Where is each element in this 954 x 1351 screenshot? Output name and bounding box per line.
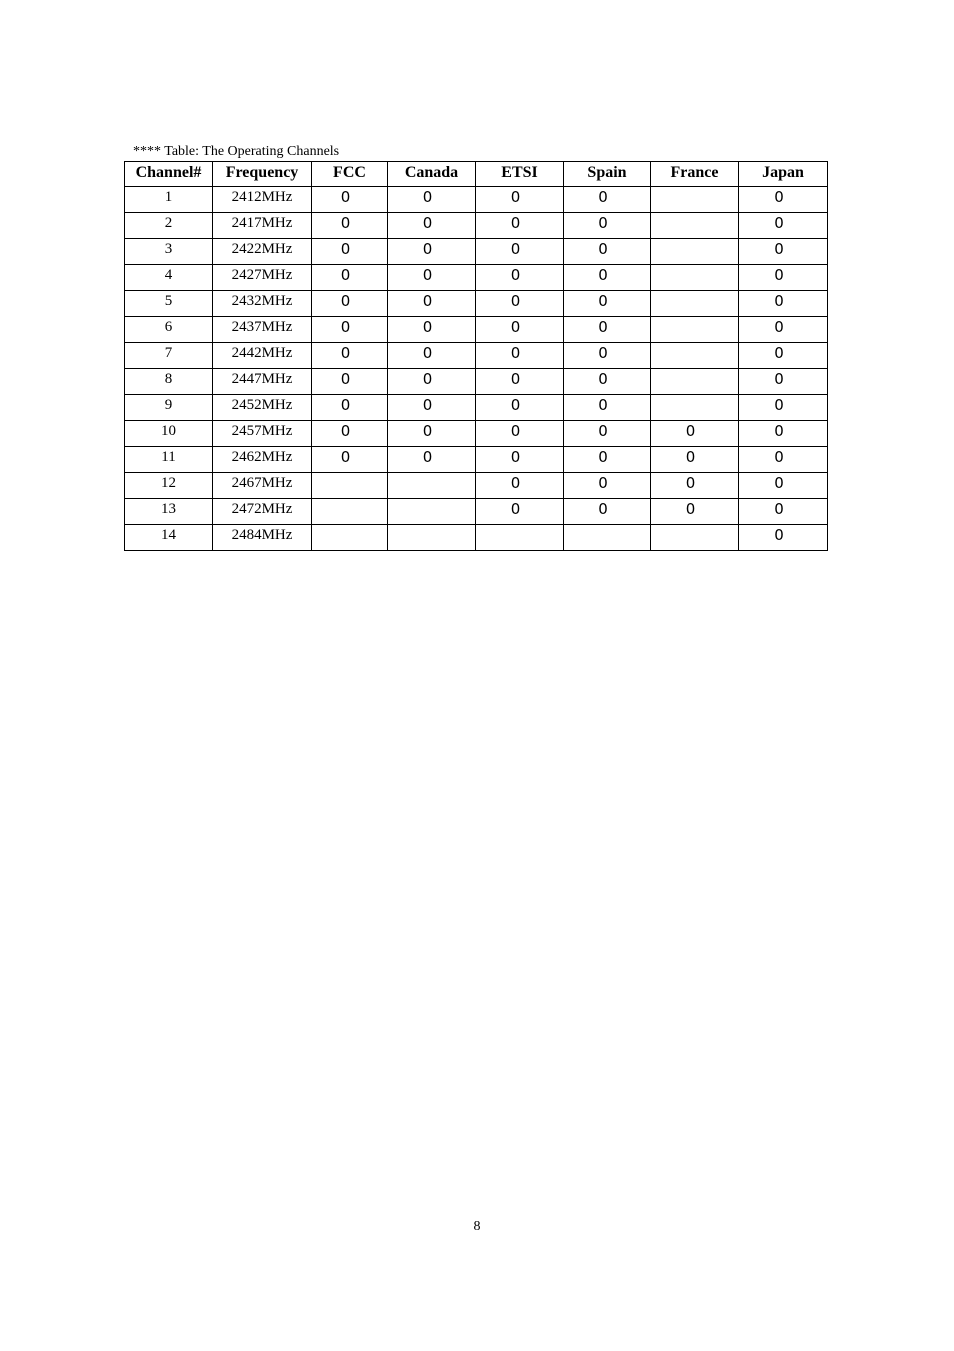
cell-etsi [476, 525, 564, 551]
cell-france [651, 395, 739, 421]
cell-spain [564, 499, 651, 525]
cell-fcc [312, 343, 388, 369]
cell-france [651, 317, 739, 343]
cell-etsi [476, 291, 564, 317]
header-japan: Japan [739, 162, 828, 187]
support-mark: 0 [422, 292, 433, 310]
support-mark: 0 [598, 448, 608, 466]
cell-canada [388, 291, 476, 317]
cell-japan [739, 499, 828, 525]
table-row [125, 473, 828, 499]
support-mark: 0 [774, 526, 784, 544]
table-row [125, 421, 828, 447]
cell-spain [564, 187, 651, 213]
support-mark: 0 [422, 448, 433, 466]
support-mark: 0 [510, 240, 521, 258]
support-mark: 0 [598, 422, 608, 440]
cell-spain [564, 525, 651, 551]
support-mark: 0 [598, 292, 608, 310]
support-mark: 0 [510, 500, 521, 518]
support-mark: 0 [774, 214, 784, 232]
support-mark: 0 [774, 422, 784, 440]
cell-canada [388, 473, 476, 499]
header-canada: Canada [388, 162, 476, 187]
cell-france [651, 369, 739, 395]
support-mark: 0 [774, 188, 784, 206]
cell-france [651, 421, 739, 447]
header-fcc: FCC [312, 162, 388, 187]
cell-frequency: 2427MHz [213, 265, 312, 291]
cell-spain [564, 473, 651, 499]
support-mark: 0 [510, 318, 521, 336]
support-mark: 0 [340, 214, 351, 232]
cell-canada [388, 343, 476, 369]
support-mark: 0 [598, 474, 608, 492]
cell-france [651, 525, 739, 551]
cell-fcc [312, 473, 388, 499]
table-row [125, 369, 828, 395]
support-mark: 0 [774, 474, 784, 492]
cell-fcc [312, 239, 388, 265]
cell-etsi [476, 187, 564, 213]
cell-spain [564, 421, 651, 447]
cell-france [651, 213, 739, 239]
cell-japan [739, 525, 828, 551]
cell-channel: 14 [125, 525, 213, 551]
cell-france [651, 473, 739, 499]
support-mark: 0 [598, 318, 608, 336]
page-number: 8 [473, 1219, 481, 1234]
cell-fcc [312, 499, 388, 525]
support-mark: 0 [685, 500, 696, 518]
cell-france [651, 291, 739, 317]
table-caption: **** Table: The Operating Channels [133, 144, 340, 159]
cell-etsi [476, 447, 564, 473]
cell-frequency: 2447MHz [213, 369, 312, 395]
cell-japan [739, 291, 828, 317]
cell-japan [739, 447, 828, 473]
support-mark: 0 [510, 396, 521, 414]
cell-spain [564, 291, 651, 317]
support-mark: 0 [598, 266, 608, 284]
cell-etsi [476, 499, 564, 525]
cell-spain [564, 317, 651, 343]
table-body [125, 187, 828, 551]
cell-frequency: 2442MHz [213, 343, 312, 369]
cell-japan [739, 343, 828, 369]
support-mark: 0 [774, 318, 784, 336]
cell-spain [564, 265, 651, 291]
cell-channel: 3 [125, 239, 213, 265]
cell-canada [388, 499, 476, 525]
cell-frequency: 2412MHz [213, 187, 312, 213]
support-mark: 0 [510, 370, 521, 388]
cell-japan [739, 473, 828, 499]
support-mark: 0 [510, 292, 521, 310]
support-mark: 0 [340, 318, 351, 336]
support-mark: 0 [685, 422, 696, 440]
support-mark: 0 [598, 240, 608, 258]
table-row [125, 291, 828, 317]
support-mark: 0 [510, 188, 521, 206]
table-row [125, 213, 828, 239]
support-mark: 0 [510, 344, 521, 362]
cell-fcc [312, 265, 388, 291]
cell-etsi [476, 239, 564, 265]
support-mark: 0 [340, 292, 351, 310]
support-mark: 0 [510, 214, 521, 232]
cell-fcc [312, 369, 388, 395]
support-mark: 0 [422, 240, 433, 258]
support-mark: 0 [598, 370, 608, 388]
cell-japan [739, 265, 828, 291]
cell-channel: 5 [125, 291, 213, 317]
cell-etsi [476, 473, 564, 499]
header-frequency: Frequency [213, 162, 312, 187]
support-mark: 0 [598, 214, 608, 232]
support-mark: 0 [598, 344, 608, 362]
cell-etsi [476, 369, 564, 395]
support-mark: 0 [340, 344, 351, 362]
table-row [125, 499, 828, 525]
support-mark: 0 [774, 500, 784, 518]
cell-fcc [312, 421, 388, 447]
cell-frequency: 2417MHz [213, 213, 312, 239]
support-mark: 0 [598, 396, 608, 414]
cell-channel: 6 [125, 317, 213, 343]
support-mark: 0 [422, 370, 433, 388]
cell-etsi [476, 343, 564, 369]
cell-spain [564, 343, 651, 369]
cell-fcc [312, 395, 388, 421]
cell-frequency: 2432MHz [213, 291, 312, 317]
cell-channel: 9 [125, 395, 213, 421]
cell-spain [564, 213, 651, 239]
cell-channel: 8 [125, 369, 213, 395]
operating-channels-table [124, 161, 828, 551]
cell-canada [388, 213, 476, 239]
support-mark: 0 [340, 370, 351, 388]
support-mark: 0 [685, 474, 696, 492]
cell-fcc [312, 447, 388, 473]
support-mark: 0 [774, 370, 784, 388]
support-mark: 0 [598, 500, 608, 518]
cell-channel: 4 [125, 265, 213, 291]
cell-etsi [476, 421, 564, 447]
support-mark: 0 [774, 396, 784, 414]
cell-fcc [312, 317, 388, 343]
support-mark: 0 [685, 448, 696, 466]
cell-japan [739, 421, 828, 447]
support-mark: 0 [774, 344, 784, 362]
cell-channel: 2 [125, 213, 213, 239]
cell-france [651, 447, 739, 473]
cell-channel: 1 [125, 187, 213, 213]
support-mark: 0 [774, 266, 784, 284]
support-mark: 0 [422, 318, 433, 336]
cell-canada [388, 447, 476, 473]
cell-frequency: 2484MHz [213, 525, 312, 551]
cell-canada [388, 239, 476, 265]
header-etsi: ETSI [476, 162, 564, 187]
cell-frequency: 2422MHz [213, 239, 312, 265]
cell-france [651, 239, 739, 265]
cell-france [651, 187, 739, 213]
support-mark: 0 [422, 266, 433, 284]
cell-france [651, 499, 739, 525]
cell-canada [388, 395, 476, 421]
cell-channel: 11 [125, 447, 213, 473]
cell-japan [739, 317, 828, 343]
cell-fcc [312, 213, 388, 239]
support-mark: 0 [422, 396, 433, 414]
cell-japan [739, 187, 828, 213]
cell-canada [388, 525, 476, 551]
support-mark: 0 [510, 266, 521, 284]
cell-japan [739, 213, 828, 239]
cell-france [651, 343, 739, 369]
cell-etsi [476, 395, 564, 421]
support-mark: 0 [422, 188, 433, 206]
support-mark: 0 [774, 448, 784, 466]
table-row [125, 187, 828, 213]
support-mark: 0 [598, 188, 608, 206]
cell-fcc [312, 187, 388, 213]
cell-spain [564, 447, 651, 473]
support-mark: 0 [340, 422, 351, 440]
cell-etsi [476, 265, 564, 291]
support-mark: 0 [510, 474, 521, 492]
cell-canada [388, 421, 476, 447]
table-row [125, 239, 828, 265]
cell-channel: 12 [125, 473, 213, 499]
support-mark: 0 [340, 448, 351, 466]
support-mark: 0 [422, 422, 433, 440]
cell-channel: 10 [125, 421, 213, 447]
table-row [125, 317, 828, 343]
cell-frequency: 2457MHz [213, 421, 312, 447]
cell-etsi [476, 317, 564, 343]
table-row [125, 265, 828, 291]
support-mark: 0 [774, 292, 784, 310]
table-row [125, 525, 828, 551]
cell-canada [388, 187, 476, 213]
cell-japan [739, 395, 828, 421]
support-mark: 0 [510, 448, 521, 466]
support-mark: 0 [774, 240, 784, 258]
cell-spain [564, 369, 651, 395]
header-spain: Spain [564, 162, 651, 187]
cell-fcc [312, 525, 388, 551]
support-mark: 0 [422, 214, 433, 232]
table-header-row [125, 162, 828, 187]
cell-etsi [476, 213, 564, 239]
cell-frequency: 2462MHz [213, 447, 312, 473]
cell-japan [739, 239, 828, 265]
table-row [125, 395, 828, 421]
support-mark: 0 [340, 266, 351, 284]
cell-japan [739, 369, 828, 395]
cell-spain [564, 239, 651, 265]
cell-spain [564, 395, 651, 421]
cell-canada [388, 317, 476, 343]
header-channel: Channel# [125, 162, 213, 187]
cell-frequency: 2467MHz [213, 473, 312, 499]
support-mark: 0 [422, 344, 433, 362]
cell-france [651, 265, 739, 291]
table-row [125, 447, 828, 473]
cell-canada [388, 265, 476, 291]
cell-canada [388, 369, 476, 395]
support-mark: 0 [340, 396, 351, 414]
cell-frequency: 2437MHz [213, 317, 312, 343]
cell-frequency: 2472MHz [213, 499, 312, 525]
support-mark: 0 [340, 240, 351, 258]
cell-fcc [312, 291, 388, 317]
cell-channel: 7 [125, 343, 213, 369]
cell-channel: 13 [125, 499, 213, 525]
cell-frequency: 2452MHz [213, 395, 312, 421]
support-mark: 0 [340, 188, 351, 206]
support-mark: 0 [510, 422, 521, 440]
header-france: France [651, 162, 739, 187]
table-row [125, 343, 828, 369]
